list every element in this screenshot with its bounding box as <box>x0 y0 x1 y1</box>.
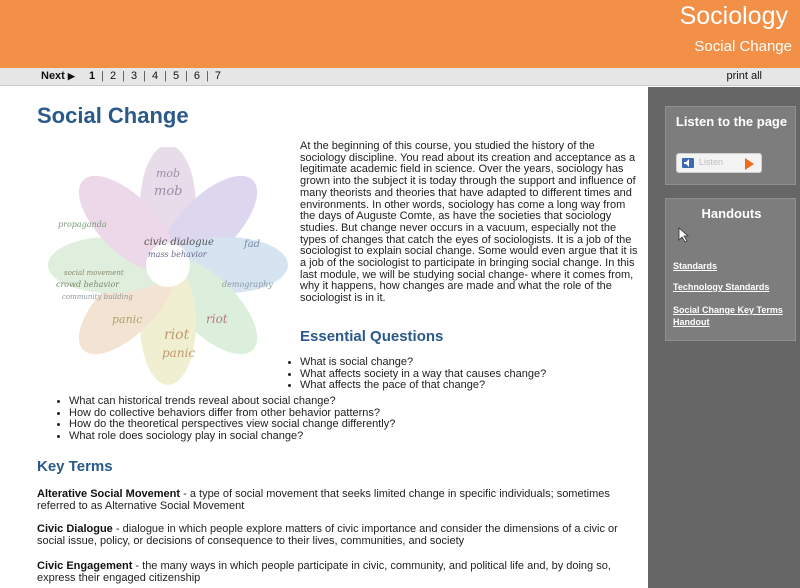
site-header <box>0 0 800 68</box>
key-terms-handout-link[interactable]: Social Change Key Terms Handout <box>673 305 783 327</box>
key-term-definition: - a type of social movement that seeks limited change in specific individuals; sometimes referred to as Alternative Social Movement <box>37 488 610 512</box>
module-title: Social Change <box>694 38 792 55</box>
handouts-panel <box>665 198 796 341</box>
cloud-word: riot <box>206 312 228 326</box>
list-item: • How do the theoretical perspectives view social change differently? <box>69 419 395 431</box>
essential-questions-list-continued <box>69 396 395 443</box>
key-term-entry <box>37 560 637 584</box>
key-terms-heading: Key Terms <box>37 458 113 475</box>
list-item: • What role does sociology play in social change? <box>69 431 395 443</box>
page-link-7[interactable]: 7 <box>214 70 222 82</box>
handouts-heading: Handouts <box>701 206 762 221</box>
cloud-word: demography <box>222 280 273 289</box>
listen-heading: Listen to the page <box>675 114 788 129</box>
listen-panel <box>665 106 796 185</box>
key-term-definition: - dialogue in which people explore matters of civic importance and consider the dimensions of a civic or social issue, policy, or decisions of consequence to their lives, communities, and society <box>37 523 618 547</box>
speaker-icon <box>682 157 694 169</box>
next-label: Next <box>41 70 65 82</box>
listen-button[interactable] <box>676 153 762 173</box>
key-term-name: Alterative Social Movement <box>37 488 181 500</box>
cursor-icon <box>677 227 691 243</box>
list-item: • What is social change? <box>300 357 546 369</box>
cloud-word: mass behavior <box>148 250 207 259</box>
print-all-link[interactable]: print all <box>726 70 762 82</box>
listen-label: Listen <box>699 157 724 167</box>
page-link-2[interactable]: 2 <box>109 70 117 82</box>
cloud-word: propaganda <box>58 220 107 229</box>
play-icon <box>745 158 754 170</box>
word-cloud-image <box>44 147 292 387</box>
cloud-word: riot <box>164 327 190 343</box>
list-item: • What affects society in a way that causes change? <box>300 369 546 381</box>
page-title: Social Change <box>37 103 189 128</box>
cloud-word: community building <box>62 293 133 301</box>
next-button[interactable] <box>41 70 75 82</box>
cloud-word: mob <box>154 184 183 199</box>
cloud-word: mob <box>156 167 181 180</box>
page-link-6[interactable]: 6 <box>193 70 201 82</box>
list-item: • What can historical trends reveal about social change? <box>69 396 395 408</box>
page-link-4[interactable]: 4 <box>151 70 159 82</box>
essential-questions-heading: Essential Questions <box>300 328 444 345</box>
cloud-word: civic dialogue <box>144 237 214 248</box>
page-link-1[interactable]: 1 <box>89 70 96 82</box>
key-term-name: Civic Dialogue <box>37 523 113 535</box>
technology-standards-link[interactable]: Technology Standards <box>673 282 770 292</box>
page-link-5[interactable]: 5 <box>172 70 180 82</box>
site-title: Sociology <box>679 2 788 30</box>
cloud-word: panic <box>162 346 196 360</box>
key-term-entry <box>37 523 637 547</box>
page-links: 1 | 2 | 3 | 4 | 5 | 6 | 7 <box>89 70 222 82</box>
cloud-word: social movement <box>64 269 124 277</box>
main-content <box>0 87 648 588</box>
page-navigation <box>0 68 800 86</box>
cloud-word: fad <box>244 239 261 250</box>
essential-questions-list <box>300 357 546 392</box>
key-term-entry <box>37 488 637 512</box>
standards-link[interactable]: Standards <box>673 261 718 271</box>
intro-paragraph: At the beginning of this course, you studied the history of the sociology discipline. You read about its creation and acceptance as a legitimate academic field in science. Over the years, sociology has grown into the subject it is today through the support and influence of many theorists and theories that have adapted to different times and environments. In other words, sociology has come a long way from the days of Auguste Comte, as have the societies that sociology studies. But change never occurs in a vacuum, especially not the types of changes that catch the eyes of sociologists. It is a job of the sociologist to explain social change. Some would even argue that it is a job of the sociologist to participate in bringing social change. In this last module, we will be studying social change- where it comes from, why it happens, how changes are made and what the role of the sociologist is in it. <box>300 140 638 305</box>
list-item: • How do collective behaviors differ from other behavior patterns? <box>69 408 395 420</box>
key-term-name: Civic Engagement <box>37 560 133 572</box>
cloud-word: panic <box>112 313 143 326</box>
key-term-definition: - the many ways in which people participate in civic, community, and political life and, by doing so, express their engaged citizenship <box>37 560 611 584</box>
play-arrow-icon: ▶ <box>67 71 75 81</box>
page-link-3[interactable]: 3 <box>130 70 138 82</box>
cloud-word: crowd behavior <box>56 280 120 289</box>
list-item: • What affects the pace of that change? <box>300 380 546 392</box>
